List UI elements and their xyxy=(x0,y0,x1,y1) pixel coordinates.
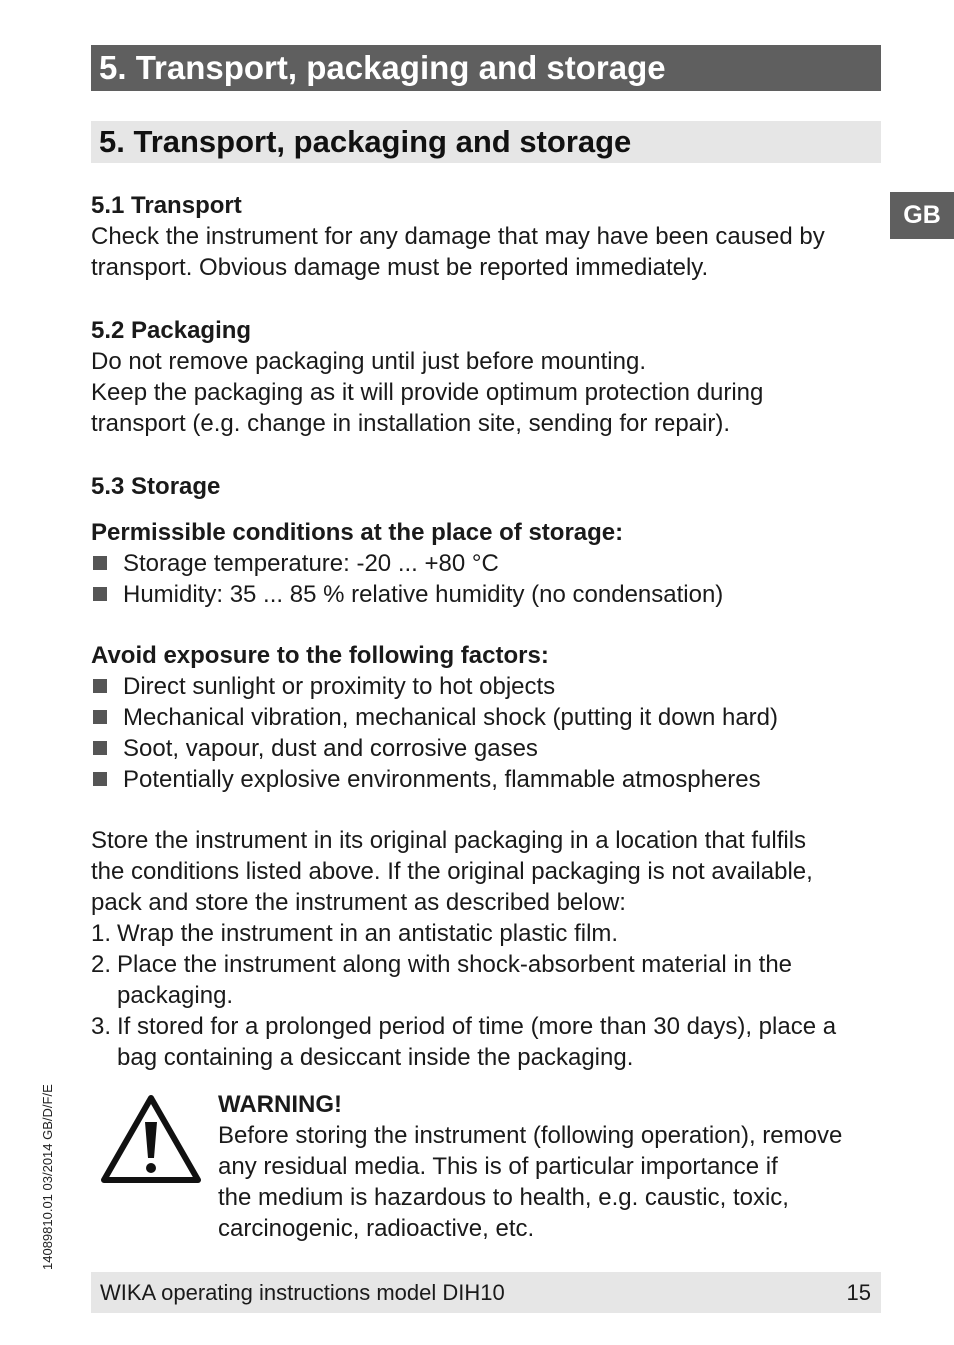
page-number: 15 xyxy=(846,1280,871,1305)
list-item xyxy=(91,702,891,733)
avoid-list xyxy=(91,671,891,795)
packaging-line: Do not remove packaging until just before mounting. xyxy=(91,348,646,375)
step-number: 2. xyxy=(91,951,112,978)
bullet-square-icon xyxy=(93,772,107,786)
step-text: bag containing a desiccant inside the packaging. xyxy=(117,1044,634,1071)
transport-line: transport. Obvious damage must be reported immediately. xyxy=(91,254,709,281)
transport-heading: 5.1 Transport xyxy=(91,192,242,219)
list-item xyxy=(91,671,891,702)
document-code: 14089810.01 03/2014 GB/D/F/E xyxy=(40,1084,55,1270)
list-item-text: Mechanical vibration, mechanical shock (putting it down hard) xyxy=(123,704,778,731)
section-title: 5. Transport, packaging and storage xyxy=(91,121,881,163)
footer-text: WIKA operating instructions model DIH10 xyxy=(100,1280,505,1305)
bullet-square-icon xyxy=(93,710,107,724)
warning-line: any residual media. This is of particular importance if xyxy=(218,1153,778,1180)
step-number: 1. xyxy=(91,920,112,947)
avoid-heading: Avoid exposure to the following factors: xyxy=(91,642,549,669)
step-number: 3. xyxy=(91,1013,112,1040)
storage-paragraph-line: the conditions listed above. If the original packaging is not available, xyxy=(91,858,813,885)
warning-line: the medium is hazardous to health, e.g. caustic, toxic, xyxy=(218,1184,789,1211)
warning-triangle-icon xyxy=(99,1092,203,1186)
conditions-list xyxy=(91,548,891,610)
step-text: If stored for a prolonged period of time (more than 30 days), place a xyxy=(117,1013,837,1040)
warning-block xyxy=(218,1089,888,1244)
bullet-square-icon xyxy=(93,556,107,570)
transport-line: Check the instrument for any damage that may have been caused by xyxy=(91,223,825,250)
bullet-square-icon xyxy=(93,587,107,601)
list-item-text: Soot, vapour, dust and corrosive gases xyxy=(123,735,538,762)
list-item-text: Storage temperature: -20 ... +80 °C xyxy=(123,550,499,577)
step-item xyxy=(91,1011,891,1073)
list-item xyxy=(91,764,891,795)
storage-steps xyxy=(91,918,891,1073)
list-item-text: Potentially explosive environments, flammable atmospheres xyxy=(123,766,761,793)
packaging-heading: 5.2 Packaging xyxy=(91,317,252,344)
page-footer xyxy=(91,1272,881,1313)
packaging-line: transport (e.g. change in installation site, sending for repair). xyxy=(91,410,731,437)
conditions-heading: Permissible conditions at the place of storage: xyxy=(91,519,624,546)
step-text: Wrap the instrument in an antistatic plastic film. xyxy=(117,920,619,947)
step-text: packaging. xyxy=(117,982,234,1009)
page-header-title: 5. Transport, packaging and storage xyxy=(91,45,881,91)
step-item xyxy=(91,949,891,1011)
step-text: Place the instrument along with shock-absorbent material in the xyxy=(117,951,793,978)
list-item-text: Direct sunlight or proximity to hot objects xyxy=(123,673,556,700)
warning-line: carcinogenic, radioactive, etc. xyxy=(218,1215,535,1242)
list-item xyxy=(91,733,891,764)
list-item-text: Humidity: 35 ... 85 % relative humidity (no condensation) xyxy=(123,581,724,608)
packaging-line: Keep the packaging as it will provide optimum protection during xyxy=(91,379,764,406)
storage-paragraph-line: Store the instrument in its original packaging in a location that fulfils xyxy=(91,827,807,854)
storage-paragraph-line: pack and store the instrument as described below: xyxy=(91,889,626,916)
main-content xyxy=(91,190,891,1073)
warning-line: Before storing the instrument (following operation), remove xyxy=(218,1122,843,1149)
list-item xyxy=(91,548,891,579)
step-item xyxy=(91,918,891,949)
storage-heading: 5.3 Storage xyxy=(91,473,221,500)
language-tab[interactable]: GB xyxy=(890,192,954,239)
bullet-square-icon xyxy=(93,679,107,693)
bullet-square-icon xyxy=(93,741,107,755)
list-item xyxy=(91,579,891,610)
warning-title: WARNING! xyxy=(218,1091,342,1118)
